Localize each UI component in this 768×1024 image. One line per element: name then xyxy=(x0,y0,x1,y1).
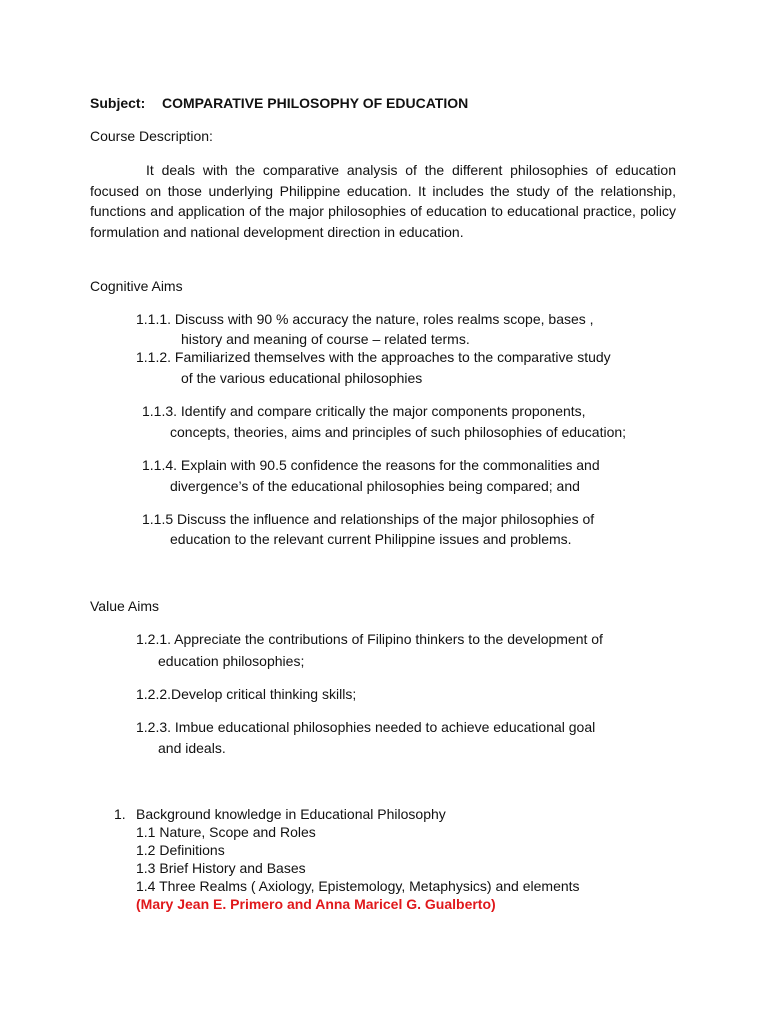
cognitive-aim-line: history and meaning of course – related terms. xyxy=(181,331,470,347)
outline-subitem: 1.2 Definitions xyxy=(136,842,225,858)
outline-subitem: 1.3 Brief History and Bases xyxy=(136,860,306,876)
cognitive-aims-heading: Cognitive Aims xyxy=(90,278,183,294)
cognitive-aim-line: 1.1.1. Discuss with 90 % accuracy the nature, roles realms scope, bases , xyxy=(136,311,594,327)
value-aim-line: education philosophies; xyxy=(158,653,305,669)
value-aim-line: 1.2.2.Develop critical thinking skills; xyxy=(136,686,357,702)
cognitive-aim-line: 1.1.4. Explain with 90.5 confidence the reasons for the commonalities and xyxy=(142,457,600,473)
cognitive-aim-line: 1.1.3. Identify and compare critically the major components proponents, xyxy=(142,403,586,419)
value-aim-line: 1.2.1. Appreciate the contributions of Filipino thinkers to the development of xyxy=(136,631,603,647)
cognitive-aim-line: divergence’s of the educational philosophies being compared; and xyxy=(170,478,580,494)
cognitive-aim-line: concepts, theories, aims and principles of such philosophies of education; xyxy=(170,424,627,440)
cognitive-aim-line: 1.1.2. Familiarized themselves with the approaches to the comparative study xyxy=(136,349,611,365)
outline-subitem: 1.1 Nature, Scope and Roles xyxy=(136,824,316,840)
outline-subitem: 1.4 Three Realms ( Axiology, Epistemology, Metaphysics) and elements xyxy=(136,878,580,894)
subject-label: Subject: xyxy=(90,95,146,111)
outline-number: 1. xyxy=(114,806,126,822)
value-aims-heading: Value Aims xyxy=(90,598,159,614)
value-aim-line: and ideals. xyxy=(158,740,226,756)
subject-title: COMPARATIVE PHILOSOPHY OF EDUCATION xyxy=(162,95,469,111)
course-description-paragraph: It deals with the comparative analysis of the different philosophies of education focused on those underlying Philippine education. It includes the study of the relationship, functions and application of the major philosophies of education to educational practice, policy formulation and national development direction in education. xyxy=(90,162,676,240)
cognitive-aim-line: education to the relevant current Philippine issues and problems. xyxy=(170,531,572,547)
outline-heading: Background knowledge in Educational Philosophy xyxy=(136,806,446,822)
cognitive-aim-line: 1.1.5 Discuss the influence and relationships of the major philosophies of xyxy=(142,511,595,527)
reporters-names: (Mary Jean E. Primero and Anna Maricel G. Gualberto) xyxy=(136,896,496,912)
value-aim-line: 1.2.3. Imbue educational philosophies needed to achieve educational goal xyxy=(136,719,596,735)
course-description-heading: Course Description: xyxy=(90,128,213,144)
cognitive-aim-line: of the various educational philosophies xyxy=(181,370,423,386)
